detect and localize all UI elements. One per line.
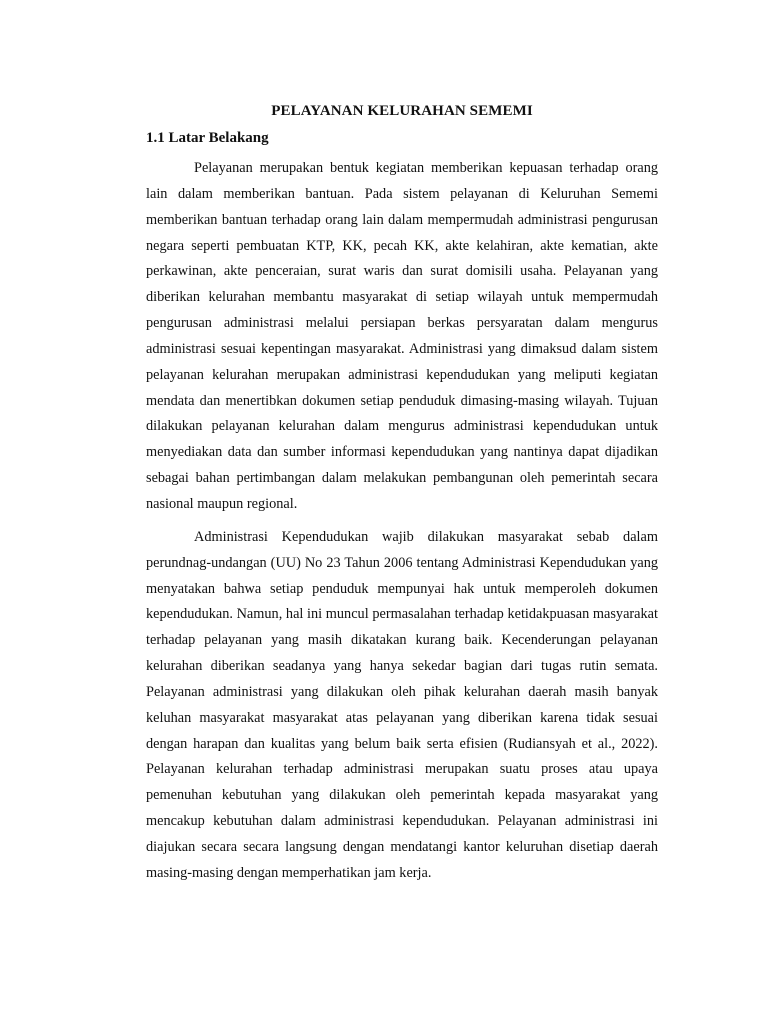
document-page (146, 96, 658, 887)
section-heading: 1.1 Latar Belakang (146, 130, 269, 146)
document-title: PELAYANAN KELURAHAN SEMEMI (271, 103, 533, 119)
paragraph-1: Pelayanan merupakan bentuk kegiatan memberikan kepuasan terhadap orang lain dalam memberikan bantuan. Pada sistem pelayanan di Keluruhan Sememi memberikan bantuan terhadap orang lain dalam mempermudah administrasi pengurusan negara seperti pembuatan KTP, KK, pecah KK, akte kelahiran, akte kematian, akte perkawinan, akte penceraian, surat waris dan surat domisili usaha. Pelayanan yang diberikan kelurahan membantu masyarakat di setiap wilayah untuk mempermudah pengurusan administrasi melalui persiapan berkas persyaratan dalam mengurus administrasi sesuai kepentingan masyarakat. Administrasi yang dimaksud dalam sistem pelayanan kelurahan merupakan administrasi kependudukan yang meliputi kegiatan mendata dan menertibkan dokumen setiap penduduk dimasing-masing wilayah. Tujuan dilakukan pelayanan kelurahan dalam mengurus administrasi kependudukan untuk menyediakan data dan sumber informasi kependudukan yang nantinya dapat dijadikan sebagai bahan pertimbangan dalam melakukan pembangunan oleh pemerintah secara nasional maupun regional. (146, 160, 658, 512)
paragraph-2: Administrasi Kependudukan wajib dilakukan masyarakat sebab dalam perundnag-undangan (UU) No 23 Tahun 2006 tentang Administrasi Kependudukan yang menyatakan bahwa setiap penduduk mempunyai hak untuk memperoleh dokumen kependudukan. Namun, hal ini muncul permasalahan terhadap ketidakpuasan masyarakat terhadap pelayanan yang masih dikatakan kurang baik. Kecenderungan pelayanan kelurahan diberikan seadanya yang hanya sekedar bagian dari tugas rutin semata. Pelayanan administrasi yang dilakukan oleh pihak kelurahan daerah masih banyak keluhan masyarakat masyarakat atas pelayanan yang diberikan karena tidak sesuai dengan harapan dan kualitas yang belum baik serta efisien (Rudiansyah et al., 2022). Pelayanan kelurahan terhadap administrasi merupakan suatu proses atau upaya pemenuhan kebutuhan yang dilakukan oleh pemerintah kepada masyarakat yang mencakup kebutuhan dalam administrasi kependudukan. Pelayanan administrasi ini diajukan secara secara langsung dengan mendatangi kantor keluruhan disetiap daerah masing-masing dengan memperhatikan jam kerja. (146, 528, 658, 881)
